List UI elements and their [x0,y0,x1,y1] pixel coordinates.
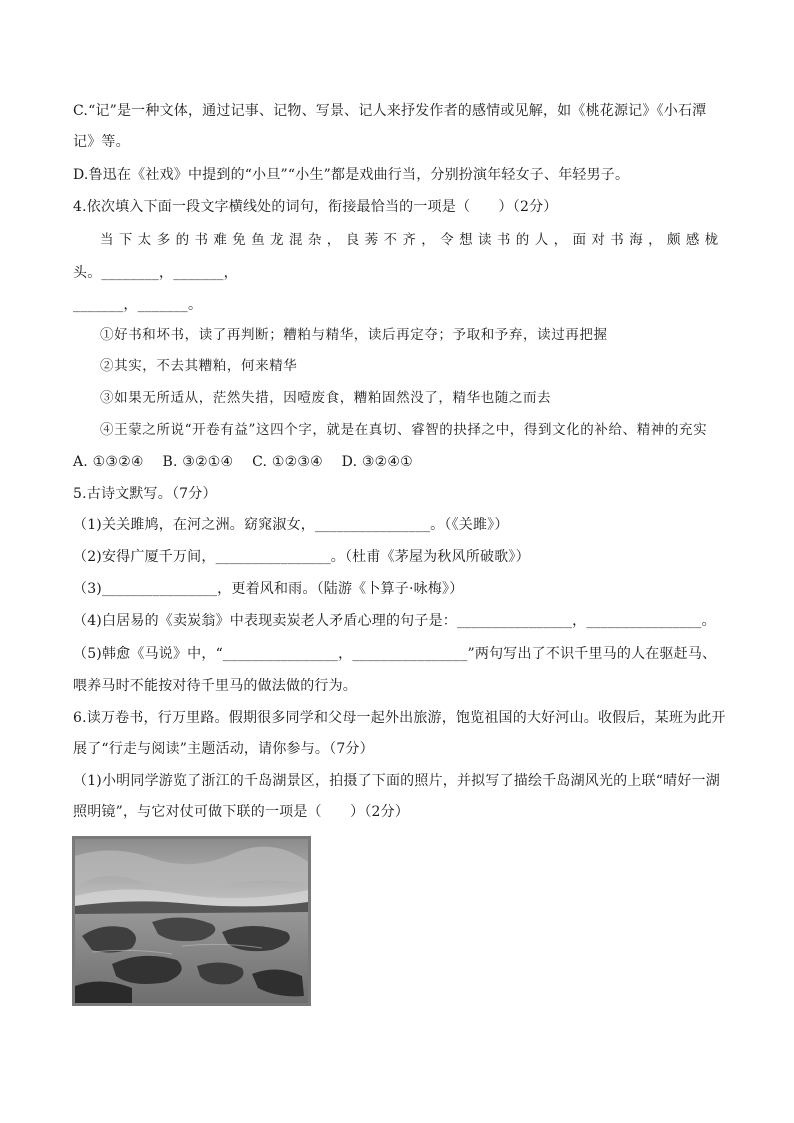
sentence-1: ①好书和坏书，读了再判断；糟粕与精华，读后再定夺；予取和予弃，读过再把握 [100,327,608,343]
option-d-line: D.鲁迅在《社戏》中提到的“小旦”“小生”都是戏曲行当，分别扮演年轻女子、年轻男子。 [73,167,630,183]
question-5-item-3: （3)________________，更着风和雨。（陆游《卜算子·咏梅》） [73,581,464,597]
question-6-sub-1-line-2: 照明镜”，与它对仗可做下联的一项是（ ）（2分） [73,804,410,820]
question-5-item-4: （4)白居易的《卖炭翁》中表现卖炭老人矛盾心理的句子是：________________，________________。 [73,613,716,629]
question-6-stem-line-1: 6.读万卷书，行万里路。假期很多同学和父母一起外出旅游，饱览祖国的大好河山。收假后，某班为此开 [73,710,726,726]
question-6-stem-line-2: 展了“行走与阅读”主题活动，请你参与。（7分） [73,741,374,757]
question-5-item-2: （2)安得广厦千万间，________________。（杜甫《茅屋为秋风所破歌》） [73,549,530,565]
sentence-2: ②其实，不去其糟粕，何来精华 [100,358,298,374]
question-4-passage-line-3: _______，_______。 [73,297,203,313]
thousand-island-lake-photo [72,836,311,1006]
sentence-4: ④王蒙之所说“开卷有益”这四个字，就是在真切、睿智的抉择之中，得到文化的补给、精神的充实 [100,422,708,438]
question-4-passage-line-2: 头。________，_______， [73,265,238,281]
question-6-sub-1-line-1: （1)小明同学游览了浙江的千岛湖景区，拍摄了下面的照片，并拟写了描绘千岛湖风光的上联“晴好一湖 [73,773,720,789]
question-4-choices: A. ①③②④ B. ③②①④ C. ①②③④ D. ③②④① [73,454,413,470]
option-c-line-2: 记》等。 [73,134,130,150]
option-c-line-1: C.“记”是一种文体，通过记事、记物、写景、记人来抒发作者的感情或见解，如《桃花源记》《小石潭 [73,103,707,119]
question-5-item-5-line-2: 喂养马时不能按对待千里马的做法做的行为。 [73,678,357,694]
question-5-item-1: （1)关关雎鸠，在河之洲。窈窕淑女，________________。（《关雎》） [73,517,509,533]
question-5-item-5-line-1: （5)韩愈《马说》中，“________________，________________”两句写出了不识千里马的人在驱赶马、 [73,646,717,662]
question-4-passage-line-1: 当下太多的书难免鱼龙混杂，良莠不齐，令想读书的人，面对书海，颇感栊 [100,232,724,248]
sentence-3: ③如果无所适从，茫然失措，因噎废食，糟粕固然没了，精华也随之而去 [100,390,552,406]
question-5-stem: 5.古诗文默写。（7分） [73,486,217,502]
question-4-stem: 4.依次填入下面一段文字横线处的词句，衔接最恰当的一项是（ ）（2分） [73,199,558,215]
